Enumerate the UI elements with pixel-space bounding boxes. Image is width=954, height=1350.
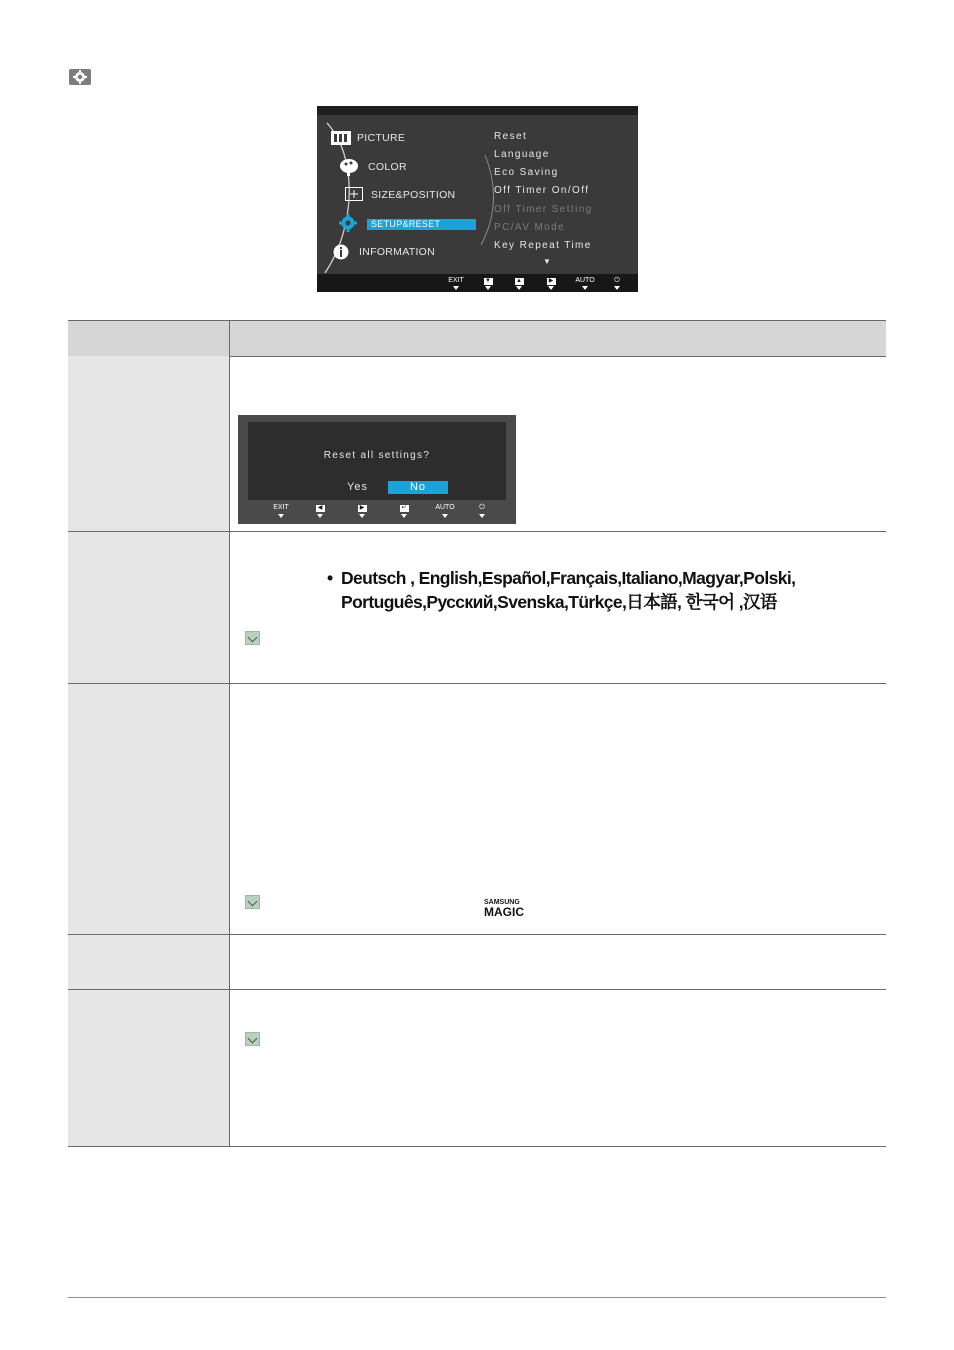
osd-exit-button[interactable]: [446, 276, 466, 290]
osd-more-arrow: ▼: [543, 257, 551, 266]
table-row-off-timer-on-off: [68, 935, 886, 990]
osd-exit-label: EXIT: [448, 277, 464, 284]
osd-submenu-off-timer-setting: Off Timer Setting: [494, 204, 593, 215]
reset-dialog-question: Reset all settings?: [323, 450, 431, 461]
picture-icon: [331, 131, 351, 145]
osd-submenu-eco-saving[interactable]: Eco Saving: [494, 167, 559, 178]
enter-icon: ↵: [401, 505, 407, 511]
reset-dialog: [238, 415, 516, 524]
language-list-line-1: Deutsch , English,Español,Français,Italiano,Magyar,Polski,: [341, 568, 796, 588]
osd-power-button[interactable]: [607, 276, 627, 290]
osd-button-bar: [317, 274, 638, 292]
bullet: •: [327, 568, 333, 588]
osd-submenu-key-repeat-time[interactable]: Key Repeat Time: [494, 240, 592, 251]
down-arrow-icon: ▼: [485, 278, 491, 284]
dialog-auto-button[interactable]: [433, 503, 457, 518]
osd-submenu-language[interactable]: Language: [494, 149, 550, 160]
osd-menu-item-size-position[interactable]: SIZE&POSITION: [371, 189, 456, 201]
dialog-left-button[interactable]: [308, 503, 332, 518]
setup-icon: [339, 214, 357, 232]
reset-no-option[interactable]: No: [388, 481, 448, 494]
osd-submenu-reset[interactable]: Reset: [494, 131, 528, 142]
osd-auto-label: AUTO: [575, 277, 595, 284]
table-header-row: [68, 320, 886, 357]
footer-divider: [68, 1297, 886, 1298]
note-icon: [245, 1032, 260, 1046]
table-row-off-timer-setting: [68, 990, 886, 1147]
osd-menu-item-color[interactable]: COLOR: [368, 161, 407, 173]
osd-auto-button[interactable]: [575, 276, 595, 290]
osd-menu: [317, 106, 638, 292]
color-icon: [339, 158, 359, 176]
note-icon: [245, 895, 260, 909]
dialog-exit-button[interactable]: [269, 503, 293, 518]
power-icon: ⏻: [479, 504, 485, 511]
dialog-right-button[interactable]: [350, 503, 374, 518]
power-icon: ⏻: [614, 277, 620, 284]
osd-up-button[interactable]: [509, 276, 529, 290]
dialog-power-button[interactable]: [470, 503, 494, 518]
reset-yes-option[interactable]: Yes: [347, 481, 368, 493]
osd-submenu-off-timer-on-off[interactable]: Off Timer On/Off: [494, 185, 590, 196]
note-icon: [245, 631, 260, 645]
dialog-exit-label: EXIT: [273, 504, 289, 511]
dialog-auto-label: AUTO: [435, 504, 455, 511]
right-arrow-icon: ▶: [547, 278, 556, 285]
information-icon: [333, 244, 349, 260]
table-row-eco-saving: [68, 684, 886, 935]
dialog-enter-button[interactable]: [392, 503, 416, 518]
osd-enter-button[interactable]: [541, 276, 561, 290]
osd-menu-item-picture[interactable]: PICTURE: [357, 132, 406, 144]
language-list-line-2: Português,Русский,Svenska,Türkçe,日本語, 한국어 ,汉语: [341, 592, 777, 612]
samsung-magic-logo: SAMSUNG MAGIC: [484, 899, 524, 919]
osd-top-bar: [317, 106, 638, 115]
osd-menu-item-setup-reset[interactable]: SETUP&RESET: [367, 219, 476, 230]
osd-menu-item-information[interactable]: INFORMATION: [359, 246, 436, 258]
osd-submenu-pc-av-mode: PC/AV Mode: [494, 222, 566, 233]
right-arrow-icon: ▶: [358, 505, 367, 512]
setup-gear-icon: [69, 69, 91, 85]
dialog-button-bar: [238, 501, 516, 524]
osd-down-button[interactable]: [478, 276, 498, 290]
size-position-icon: [345, 187, 363, 201]
left-arrow-icon: ◀: [316, 505, 325, 512]
up-arrow-icon: ▲: [516, 278, 522, 284]
